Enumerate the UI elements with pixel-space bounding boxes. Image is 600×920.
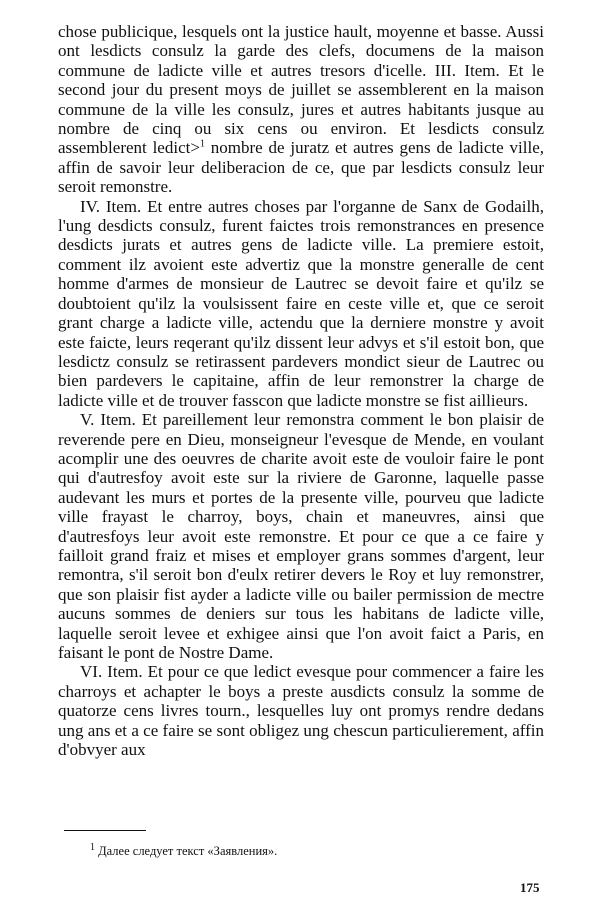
paragraph-4: VI. Item. Et pour ce que ledict evesque pour commencer a faire les charroys et achapter le boys a preste ausdicts consulz la somme de quatorze cens livres tourn., lesquelles luy ont promys rendre dedans ung ans et a ce faire se sont obligez ung chescun particulierement, affin d'obvyer aux	[58, 662, 544, 760]
paragraph-1-text-before: chose publicique, lesquels ont la justice hault, moyenne et basse. Aussi ont lesdicts consulz la garde des clefs, documens de la maison commune de ladicte ville et autres tresors d'icelle. III. Item. Et le second jour du present moys de juillet se assemblerent en la maison commune de la ville les consulz, jures et autres habitants jusque au nombre de cinq ou six cens ou environ. Et lesdicts consulz assemblerent ledict>	[58, 22, 544, 158]
paragraph-1-text-after: nombre de juratz et autres gens de ladicte ville, affin de savoir leur deliberacion de ce, que par lesdicts consulz leur seroit remonstre.	[58, 138, 544, 197]
footnote-marker: 1	[90, 841, 95, 853]
footnote-divider	[64, 830, 146, 831]
footnote-reference: 1	[199, 138, 205, 150]
footnote-text: Далее следует текст «Заявления».	[98, 844, 278, 858]
paragraph-1	[58, 22, 544, 197]
paragraph-3: V. Item. Et pareillement leur remonstra comment le bon plaisir de reverende pere en Dieu, monseigneur l'evesque de Mende, en voulant acomplir une des oeuvres de charite avoit este de vouloir faire le pont qui d'autresfoy avoit este sur la riviere de Garonne, laquelle passe audevant les murs et portes de la presente ville, pourveu que ladicte ville frayast le charroy, boys, chain et maneuvres, ainsi que d'autresfoys leur avoit este remonstre. Et pour ce que a ce faire y failloit grand fraiz et mises et employer grans sommes d'argent, leur remontra, s'il seroit bon d'eulx retirer devers le Roy et luy remonstrer, que son plaisir fist ayder a ladicte ville ou bailer permission de mectre aucuns sommes de deniers sur tous les habitans de ladicte ville, laquelle seroit levee et exhigee ainsi que l'on avoit faict a Paris, en faisant le pont de Nostre Dame.	[58, 410, 544, 662]
page-number: 175	[520, 880, 540, 895]
paragraph-2: IV. Item. Et entre autres choses par l'organne de Sanx de Godailh, l'ung desdicts consulz, furent faictes trois remonstrances en presence desdicts jurats et autres gens de ladicte ville. La premiere estoit, comment ilz avoient este advertiz que la monstre generalle de cent homme d'armes de monsieur de Lautrec se devoit faire et qu'ilz se doubtoient qu'ilz la voulsissent faire en ceste ville et, que ce seroit grant charge a ladicte ville, actendu que la derniere monstre y avoit este faicte, leurs reqerant qu'ilz dissent leur advys et s'il estoit bon, que lesdictz consulz se retirassent pardevers mondict sieur de Lautrec ou bien pardevers le capitaine, affin de leur remonstrer la charge de ladicte ville et de trouver fasscon que ladicte monstre se fist aillieurs.	[58, 196, 544, 410]
footnote	[90, 843, 277, 859]
body-text	[58, 22, 544, 759]
